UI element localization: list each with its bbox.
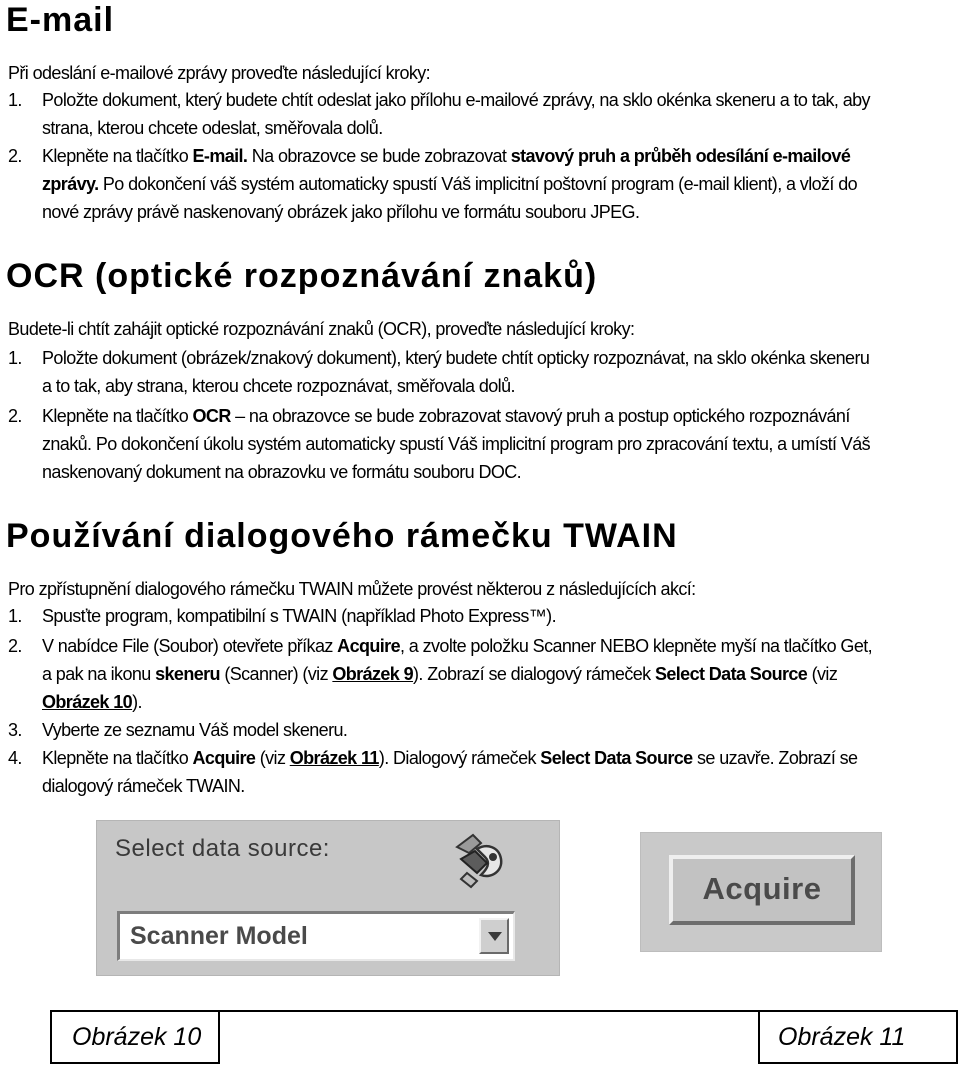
ocr-button-ref: OCR: [192, 406, 231, 426]
twain-step-4: [8, 744, 958, 800]
twain-step-2: [8, 632, 958, 716]
step-text: Spusťte program, kompatibilní s TWAIN (například Photo Express™).: [42, 606, 556, 626]
ocr-step-1: [8, 344, 958, 400]
line: znaků. Po dokončení úkolu systém automaticky spustí Váš implicitní program pro zpracování textu, a umístí Váš: [42, 434, 871, 454]
step-number: 1.: [8, 348, 22, 368]
acquire-button[interactable]: Acquire: [669, 855, 855, 925]
step-number: 1.: [8, 606, 22, 626]
email-button-ref: E-mail.: [192, 146, 248, 166]
acquire-ref: Acquire: [337, 636, 400, 656]
line: dialogový rámeček TWAIN.: [42, 776, 245, 796]
figure-11-link[interactable]: Obrázek 11: [289, 748, 379, 768]
figure-11-acquire-panel: [640, 832, 882, 952]
acquire-ref: Acquire: [192, 748, 256, 768]
bold-text: zprávy.: [42, 174, 99, 194]
line: naskenovaný dokument na obrazovku ve formátu souboru DOC.: [42, 462, 522, 482]
scanner-model-value: Scanner Model: [130, 922, 308, 950]
line: Klepněte na tlačítko: [42, 406, 193, 426]
scanner-model-select[interactable]: [117, 911, 515, 961]
step-number: 2.: [8, 406, 22, 426]
line: a pak na ikonu: [42, 664, 156, 684]
step-text: [42, 744, 958, 800]
line: V nabídce File (Soubor) otevřete příkaz: [42, 636, 338, 656]
line: – na obrazovce se bude zobrazovat stavový pruh a postup optického rozpoznávání: [230, 406, 850, 426]
line: ). Zobrazí se dialogový rámeček: [413, 664, 655, 684]
twain-step-1: [8, 602, 958, 630]
line: strana, kterou chcete odeslat, směřovala dolů.: [42, 118, 383, 138]
scanner-source-icon: [447, 829, 513, 891]
scanner-ref: skeneru: [155, 664, 220, 684]
line: Klepněte na tlačítko: [42, 748, 193, 768]
email-heading: E-mail: [6, 1, 115, 39]
step-text: [42, 402, 958, 486]
step-text: [42, 632, 958, 716]
email-step-2: [8, 142, 958, 226]
twain-intro: Pro zpřístupnění dialogového rámečku TWAIN můžete provést některou z následujících akcí:: [8, 579, 696, 599]
line: Položte dokument, který budete chtít odeslat jako přílohu e-mailové zprávy, na sklo okénka skeneru a to tak, aby: [42, 90, 870, 110]
ocr-step-2: [8, 402, 958, 486]
figure-10-link[interactable]: Obrázek 10: [42, 692, 133, 712]
line: ). Dialogový rámeček: [378, 748, 541, 768]
line: a to tak, aby strana, kterou chcete rozpoznávat, směřovala dolů.: [42, 376, 515, 396]
caption-figure-11: Obrázek 11: [758, 1010, 958, 1064]
step-number: 2.: [8, 146, 22, 166]
line: (Scanner) (viz: [219, 664, 333, 684]
figure-9-link[interactable]: Obrázek 9: [332, 664, 414, 684]
step-number: 3.: [8, 720, 22, 740]
step-text: [42, 142, 958, 226]
step-text: [42, 344, 958, 400]
step-number: 1.: [8, 90, 22, 110]
line: Na obrazovce se bude zobrazovat: [247, 146, 511, 166]
dropdown-arrow-icon[interactable]: [479, 918, 509, 954]
step-number: 4.: [8, 748, 22, 768]
line: se uzavře. Zobrazí se: [692, 748, 858, 768]
select-data-source-label: Select data source:: [115, 835, 330, 862]
twain-heading: Používání dialogového rámečku TWAIN: [6, 517, 678, 555]
line: (viz: [255, 748, 290, 768]
line: Klepněte na tlačítko: [42, 146, 193, 166]
caption-figure-10: Obrázek 10: [50, 1010, 220, 1064]
line: Položte dokument (obrázek/znakový dokument), který budete chtít opticky rozpoznávat, na sklo okénka skeneru: [42, 348, 870, 368]
bold-text: stavový pruh a průběh odesílání e-mailové: [510, 146, 851, 166]
line: , a zvolte položku Scanner NEBO klepněte myší na tlačítko Get,: [400, 636, 873, 656]
twain-step-3: [8, 716, 958, 744]
email-step-1: [8, 86, 958, 142]
step-number: 2.: [8, 636, 22, 656]
step-text: [42, 86, 958, 142]
ocr-intro: Budete-li chtít zahájit optické rozpoznávání znaků (OCR), proveďte následující kroky:: [8, 319, 635, 339]
email-intro: Při odeslání e-mailové zprávy proveďte následující kroky:: [8, 63, 431, 83]
ocr-heading: OCR (optické rozpoznávání znaků): [6, 257, 598, 295]
line: Po dokončení váš systém automaticky spustí Váš implicitní poštovní program (e-mail klient), a vloží do: [98, 174, 858, 194]
figure-10-select-data-source: [96, 820, 560, 976]
select-data-source-ref: Select Data Source: [540, 748, 693, 768]
line: nové zprávy právě naskenovaný obrázek jako přílohu ve formátu souboru JPEG.: [42, 202, 640, 222]
select-data-source-ref: Select Data Source: [654, 664, 808, 684]
line: ).: [132, 692, 142, 712]
line: (viz: [807, 664, 838, 684]
step-text: Vyberte ze seznamu Váš model skeneru.: [42, 720, 348, 740]
